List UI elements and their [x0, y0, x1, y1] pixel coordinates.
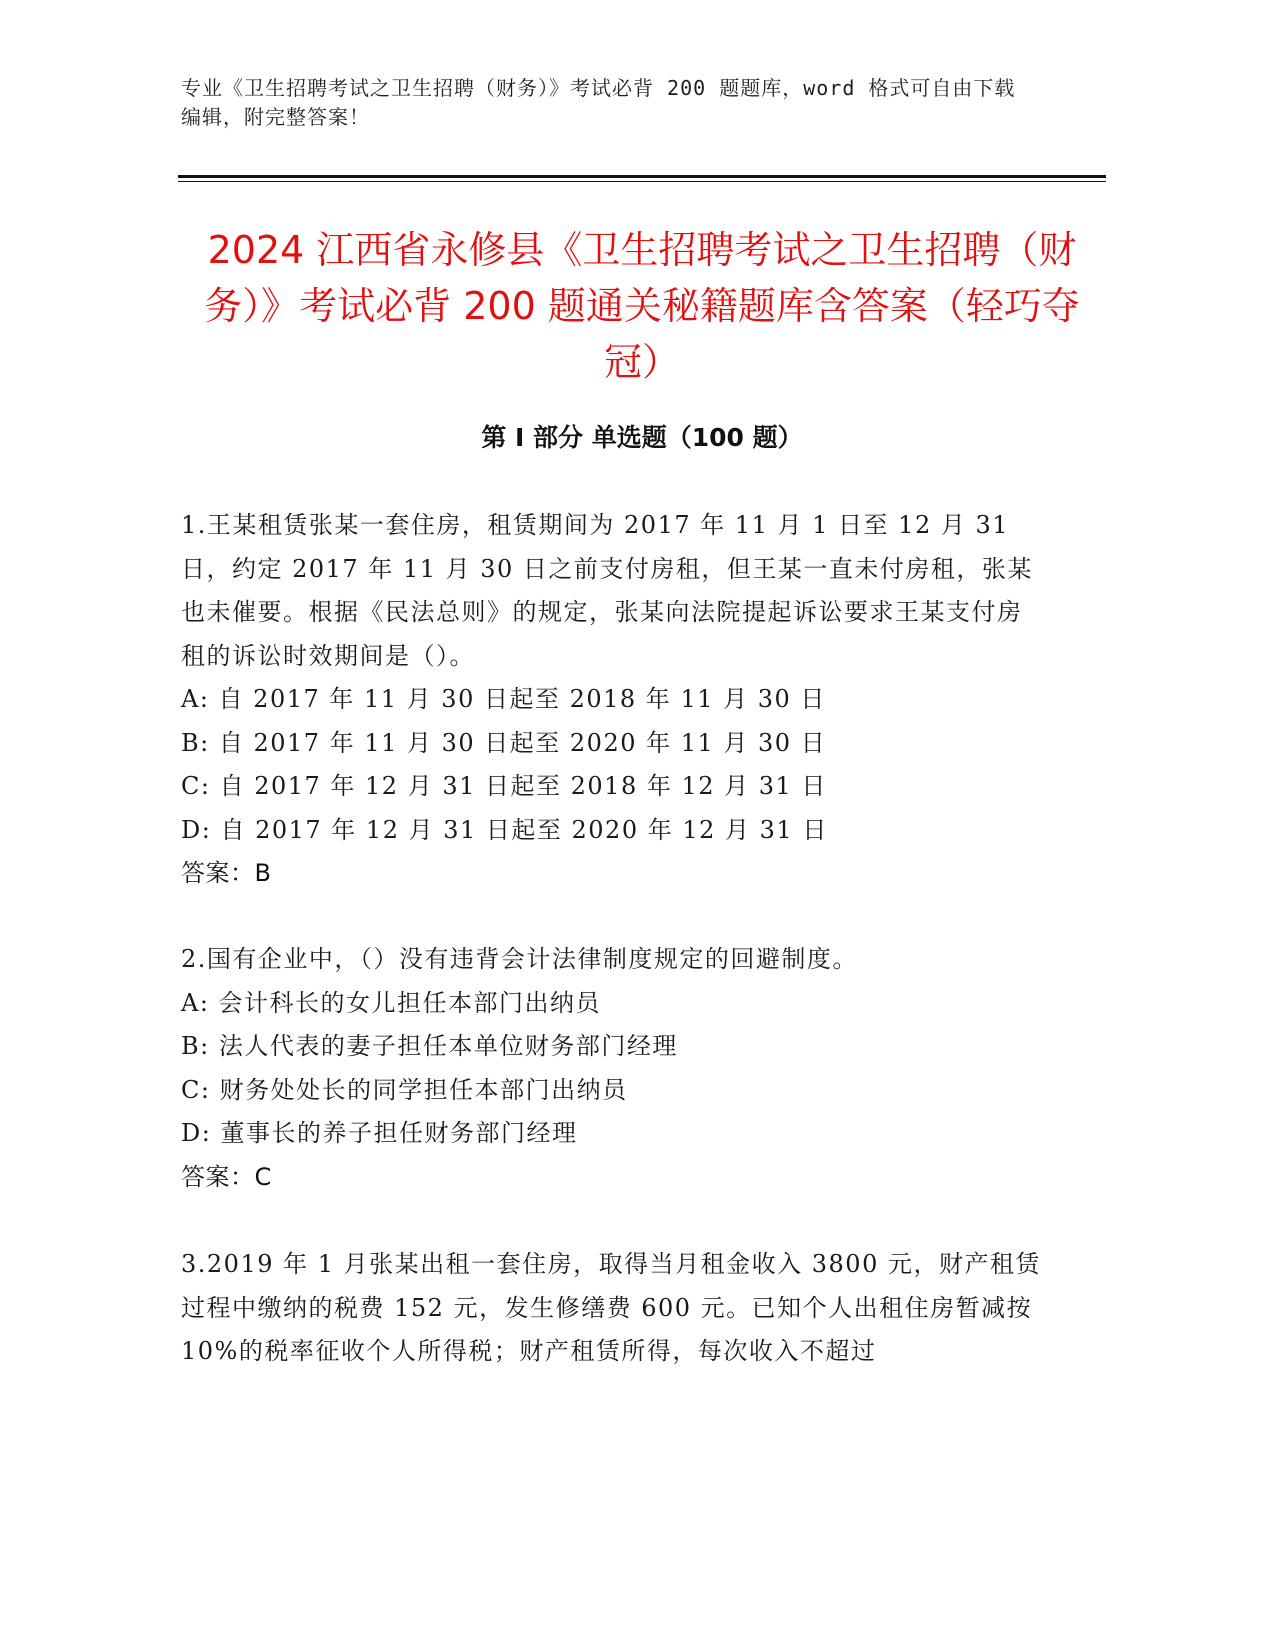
option-b: B: 自 2017 年 11 月 30 日起至 2020 年 11 月 30 日: [181, 728, 827, 757]
option-b: B: 法人代表的妻子担任本单位财务部门经理: [181, 1032, 678, 1060]
question-stem: 3.2019 年 1 月张某出租一套住房，取得当月租金收入 3800 元，财产租赁过程中缴纳的税费 152 元，发生修缮费 600 元。已知个人出租住房暂减按 10%的税率征收个人所得税；财产租赁所得，每次收入不超过: [181, 1250, 1041, 1365]
document-title: 2024 江西省永修县《卫生招聘考试之卫生招聘（财务）》考试必背 200 题通关秘籍题库含答案（轻巧夺冠）: [204, 228, 1080, 384]
question-stem: 1.王某租赁张某一套住房，租赁期间为 2017 年 11 月 1 日至 12 月 31 日，约定 2017 年 11 月 30 日之前支付房租，但王某一直未付房租，张某也未催要。根据《民法总则》的规定，张某向法院提起诉讼要求王某支付房租的诉讼时效期间是（）。: [181, 511, 1033, 670]
section-heading: 第 I 部分 单选题（100 题）: [481, 423, 803, 452]
option-a: A: 自 2017 年 11 月 30 日起至 2018 年 11 月 30 日: [181, 685, 826, 713]
intro-text: 专业《卫生招聘考试之卫生招聘（财务）》考试必背 200 题题库，word 格式可自由下载编辑，附完整答案！: [181, 76, 1016, 129]
question-stem: 2.国有企业中，（）没有违背会计法律制度规定的回避制度。: [181, 945, 858, 973]
option-c: C: 自 2017 年 12 月 31 日起至 2018 年 12 月 31 日: [181, 772, 827, 800]
question-1: [181, 504, 1041, 896]
answer-line: 答案：C: [181, 1162, 272, 1191]
option-c: C: 财务处处长的同学担任本部门出纳员: [181, 1075, 628, 1104]
option-d: D: 自 2017 年 12 月 31 日起至 2020 年 12 月 31 日: [181, 815, 828, 844]
question-2: [181, 938, 1041, 1199]
option-a: A: 会计科长的女儿担任本部门出纳员: [181, 988, 602, 1017]
question-3: [181, 1243, 1041, 1374]
header-divider-thin: [178, 181, 1106, 182]
answer-line: 答案：B: [181, 859, 272, 887]
header-divider-thick: [178, 175, 1106, 178]
option-d: D: 董事长的养子担任财务部门经理: [181, 1119, 578, 1147]
